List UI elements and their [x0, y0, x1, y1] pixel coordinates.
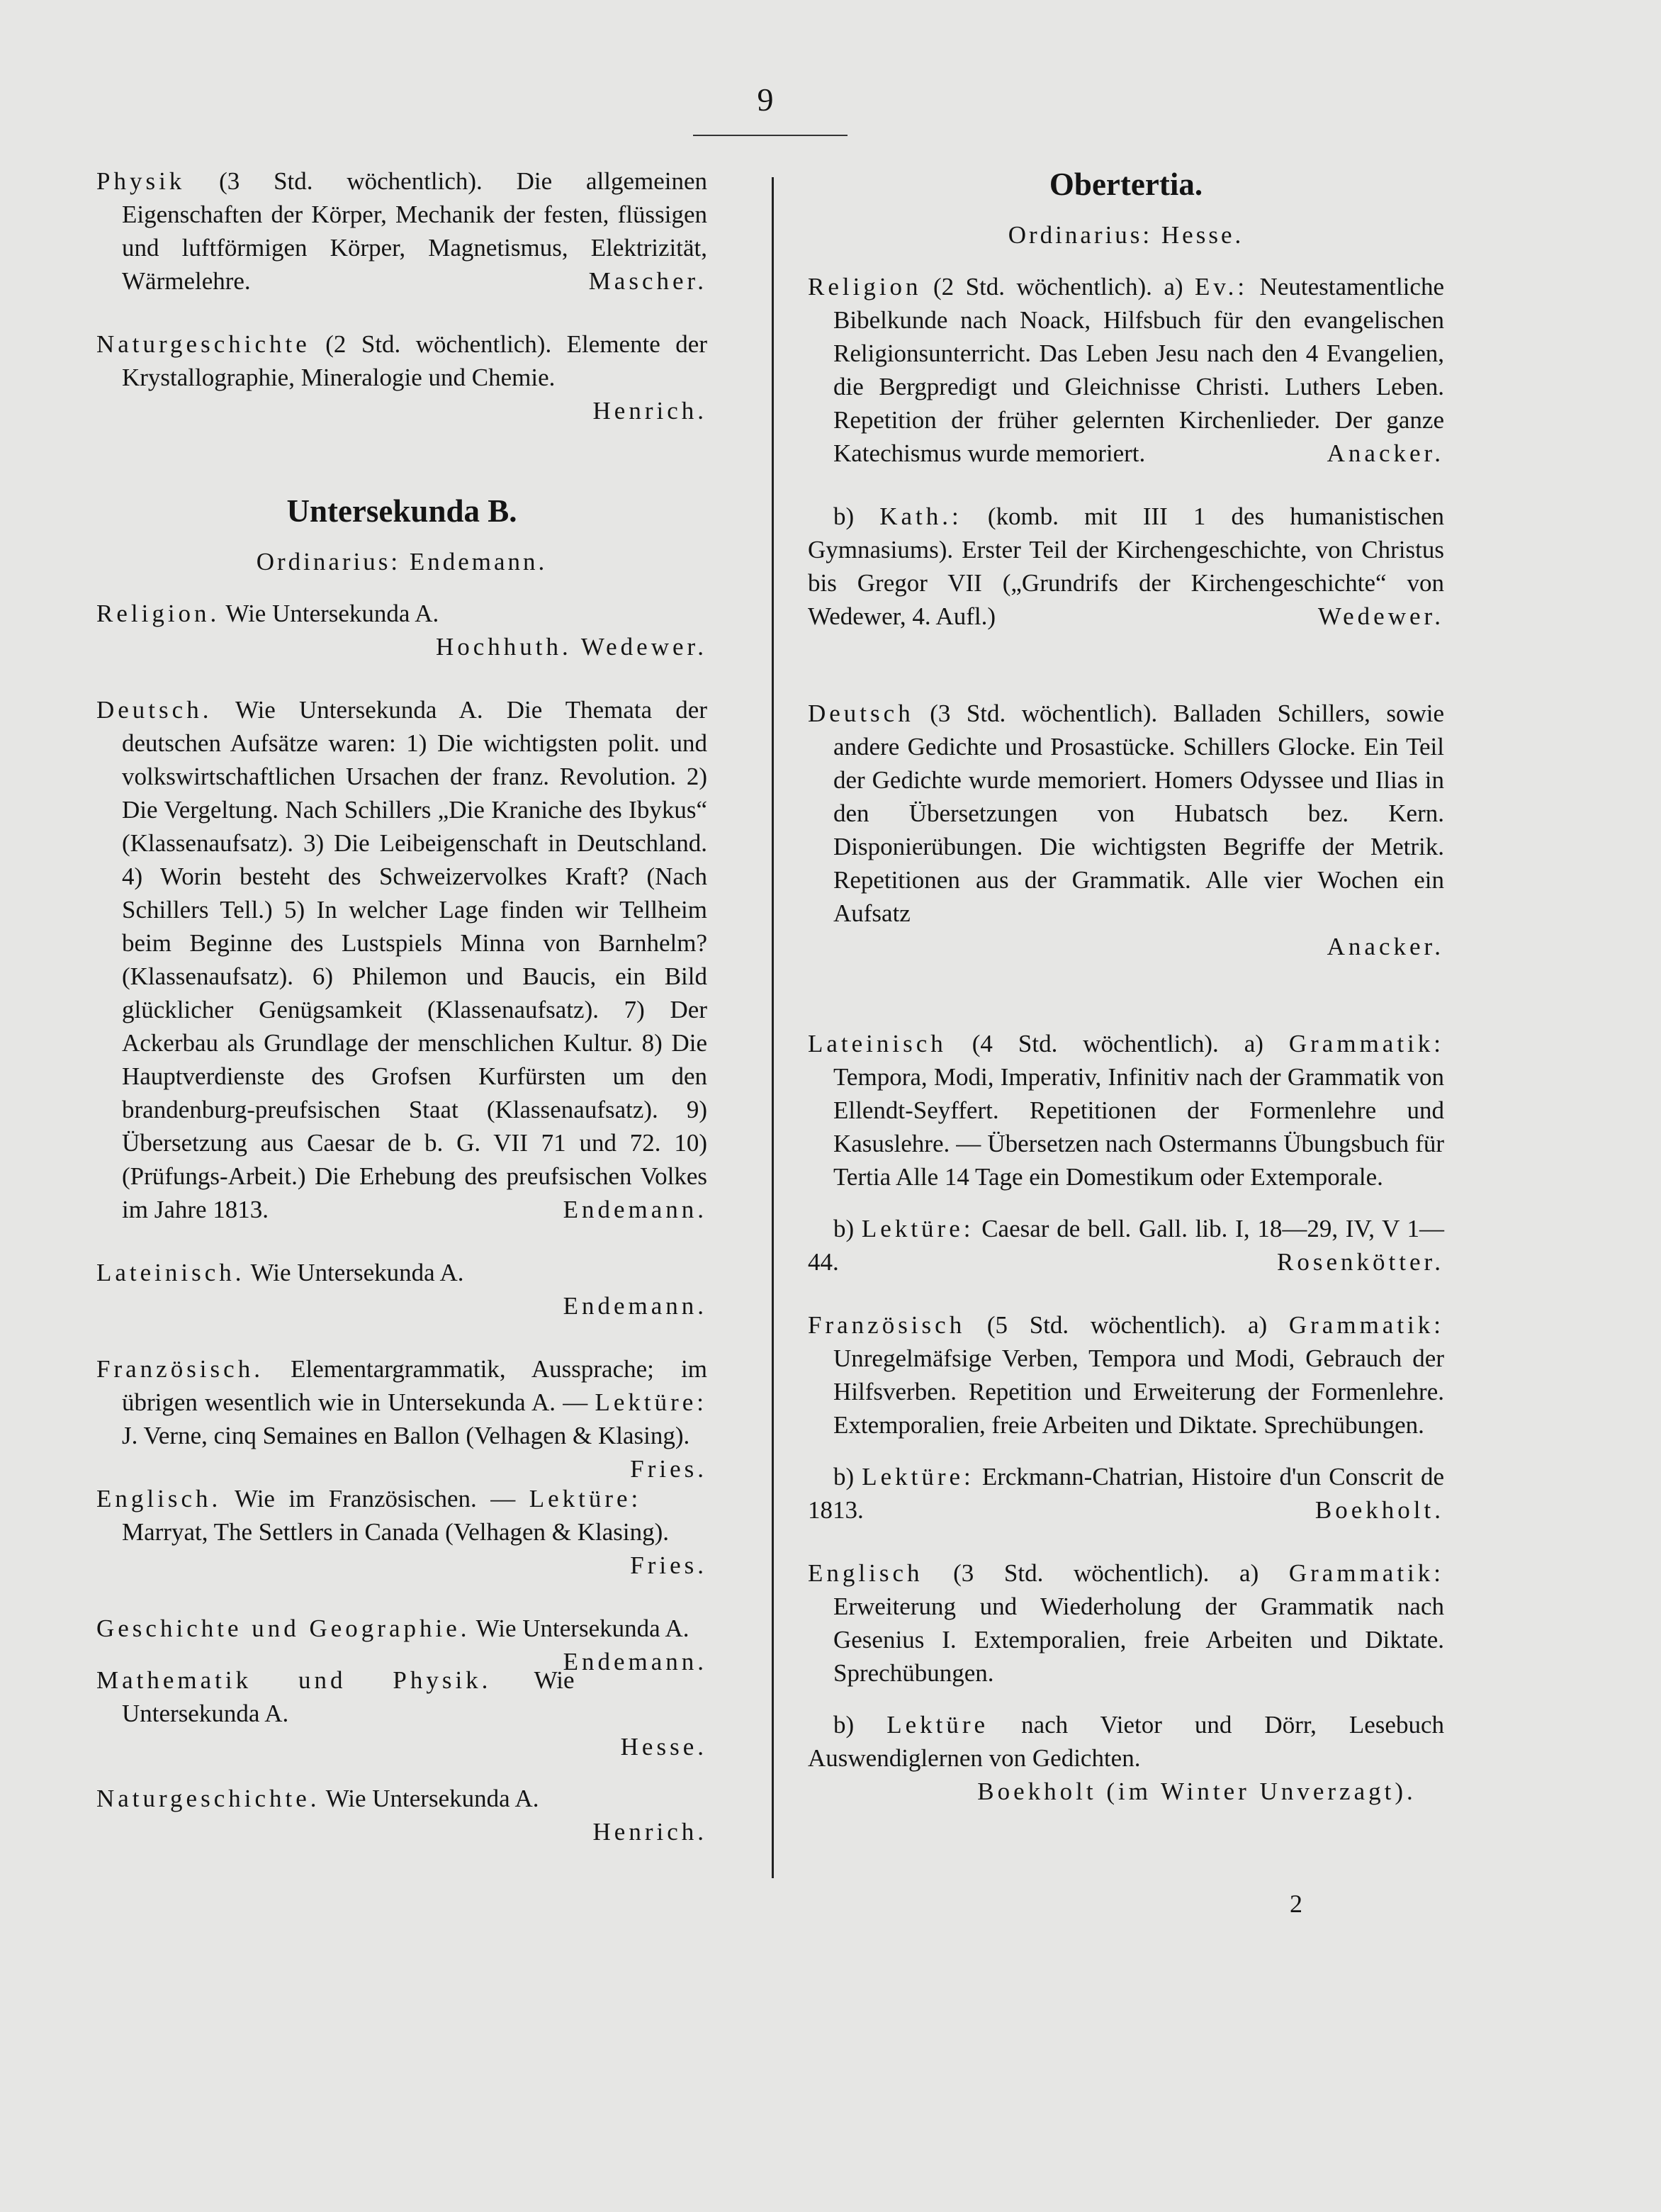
kath-label: Kath.:	[879, 503, 962, 530]
teacher-name: Fries.	[630, 1551, 707, 1579]
right-column	[808, 164, 1444, 1808]
subject-heading: Physik	[96, 167, 186, 195]
teacher-name: Fries.	[630, 1455, 707, 1483]
grammatik-label: Grammatik:	[1288, 1030, 1444, 1057]
grammatik-label: Grammatik:	[1288, 1559, 1444, 1587]
teacher-name: Endemann.	[563, 1196, 707, 1223]
teacher-name: Wedewer.	[1317, 602, 1444, 630]
entry-religion-b	[808, 500, 1444, 633]
subject-heading: Naturgeschichte.	[96, 1785, 320, 1812]
entry-text: (3 Std. wöchentlich). a)	[923, 1559, 1289, 1587]
entry-text: Wie Untersekunda A.	[320, 1785, 539, 1812]
teacher-name: Hesse.	[620, 1733, 707, 1761]
subject-heading: Mathematik und Physik.	[96, 1666, 492, 1694]
entry-text: Tempora, Modi, Imperativ, Infinitiv nach der Grammatik von Ellendt-Seyffert. Repetitionen der Formenlehre und Kasuslehre. — Übersetzen nach Ostermanns Übungsbuch für Tertia Alle 14 Tage ein Domestikum oder Extemporale.	[833, 1063, 1444, 1191]
ordinarius: Ordinarius: Hesse.	[1008, 221, 1244, 249]
entry-physik	[96, 164, 707, 298]
entry-deutsch	[808, 697, 1444, 930]
column-divider	[772, 177, 774, 1878]
teacher-name: Endemann.	[563, 1292, 707, 1320]
entry-geschichte	[96, 1612, 707, 1675]
page-number: 9	[757, 82, 774, 118]
entry-text: Erckmann-Chatrian, Histoire d'un Conscrit de 1813.	[808, 1463, 1444, 1524]
subject-heading: Religion.	[96, 600, 220, 627]
subject-heading: Lateinisch.	[96, 1259, 245, 1286]
entry-deutsch	[96, 693, 707, 1226]
teacher-name: Anacker.	[1327, 933, 1444, 960]
teacher-name: Anacker.	[1327, 439, 1444, 467]
subject-heading: Geschichte und Geographie.	[96, 1615, 471, 1642]
entry-text: Elementargrammatik, Aussprache; im übrigen wesentlich wie in Untersekunda A. —	[122, 1355, 707, 1416]
entry-text: Neutestamentliche Bibelkunde nach Noack, Hilfsbuch für den evangelischen Religionsunterricht. Das Leben Jesu nach den 4 Evangelien, die Bergpredigt und Gleichnisse Christi. Luthers Leben. Repetition der früher gelernten Kirchenlieder. Der ganze Katechismus wurde memoriert.	[833, 273, 1444, 467]
entry-lateinisch	[808, 1027, 1444, 1194]
subject-heading: Französisch.	[96, 1355, 264, 1383]
entry-text: Wie Untersekunda A.	[470, 1615, 689, 1642]
entry-text: Marryat, The Settlers in Canada (Velhagen & Klasing).	[122, 1518, 670, 1546]
teacher-name: Henrich.	[592, 1818, 707, 1846]
entry-text: Caesar de bell. Gall. lib. I, 18—29, IV, V 1—44.	[808, 1215, 1444, 1276]
lekture-label: Lektüre:	[861, 1215, 974, 1242]
subject-heading: Englisch	[808, 1559, 923, 1587]
lekture-label: Lektüre:	[862, 1463, 974, 1490]
entry-text: Wie Untersekunda A.	[122, 1666, 575, 1727]
item-prefix: b)	[833, 1463, 862, 1490]
entry-text: (5 Std. wöchentlich). a)	[965, 1311, 1289, 1339]
item-prefix: b)	[833, 1215, 862, 1242]
entry-religion	[96, 597, 707, 630]
ev-label: Ev.:	[1195, 273, 1249, 301]
entry-naturgeschichte-2	[96, 1782, 707, 1815]
entry-text: (4 Std. wöchentlich). a)	[946, 1030, 1289, 1057]
entry-text: (2 Std. wöchentlich). Elemente der Krystallographie, Mineralogie und Chemie.	[122, 330, 707, 391]
entry-text: (komb. mit III 1 des humanistischen Gymnasiums). Erster Teil der Kirchengeschichte, von Christus bis Gregor VII („Grundrifs der Kirchengeschichte“ von Wedewer, 4. Aufl.)	[808, 503, 1444, 630]
entry-text: Erweiterung und Wiederholung der Grammatik nach Gesenius I. Extemporalien, freie Arbeiten und Diktate. Sprechübungen.	[833, 1593, 1444, 1687]
entry-religion	[808, 270, 1444, 470]
signature-mark: 2	[1290, 1890, 1304, 1918]
entry-text: nach Vietor und Dörr, Lesebuch Auswendiglernen von Gedichten.	[808, 1711, 1445, 1772]
subject-heading: Französisch	[808, 1311, 966, 1339]
lekture-label: Lektüre:	[529, 1485, 642, 1512]
teacher-name: Boekholt (im Winter Unverzagt).	[977, 1778, 1417, 1805]
entry-lateinisch	[96, 1256, 707, 1289]
entry-text: Wie Untersekunda A. Die Themata der deutschen Aufsätze waren: 1) Die wichtigsten polit. und volkswirtschaftlichen Ursachen der franz. Revolution. 2) Die Vergeltung. Nach Schillers „Die Kraniche des Ibykus“ (Klassenaufsatz). 3) Die Leibeigenschaft in Deutschland. 4) Worin besteht des Schweizervolkes Kraft? (Nach Schillers Tell.) 5) In welcher Lage finden wir Tellheim beim Beginne des Lustspiels Minna von Barnhelm? (Klassenaufsatz). 6) Philemon und Baucis, ein Bild glücklicher Genügsamkeit (Klassenaufsatz). 7) Der Ackerbau als Grundlage der menschlichen Kultur. 8) Die Hauptverdienste des Grofsen Kurfürsten um den brandenburg-preufsischen Staat (Klassenaufsatz). 9) Übersetzung aus Caesar de b. G. VII 71 und 72. 10) (Prüfungs-Arbeit.) Die Erhebung des preufsischen Volkes im Jahre 1813.	[122, 696, 707, 1223]
teacher-name: Rosenkötter.	[1277, 1248, 1444, 1276]
entry-franzoesisch-b	[808, 1460, 1444, 1527]
teacher-name: Henrich.	[592, 397, 707, 425]
lekture-label: Lektüre:	[595, 1388, 707, 1416]
left-column	[96, 164, 707, 1848]
subject-heading: Lateinisch	[808, 1030, 947, 1057]
item-prefix: b)	[833, 503, 880, 530]
entry-text: Wie Untersekunda A.	[220, 600, 439, 627]
subject-heading: Deutsch.	[96, 696, 213, 724]
entry-text: Wie Untersekunda A.	[244, 1259, 464, 1286]
entry-naturgeschichte	[96, 327, 707, 394]
entry-englisch	[96, 1482, 707, 1549]
item-prefix: b)	[833, 1711, 887, 1739]
entry-englisch	[808, 1556, 1444, 1690]
entry-text: Unregelmäfsige Verben, Tempora und Modi, Gebrauch der Hilfsverben. Repetition und Erweiterung der Formenlehre. Extemporalien, freie Arbeiten und Diktate. Sprechübungen.	[833, 1344, 1444, 1439]
grammatik-label: Grammatik:	[1288, 1311, 1444, 1339]
teacher-name: Hochhuth. Wedewer.	[436, 633, 707, 661]
entry-englisch-b	[808, 1708, 1444, 1775]
page-number-rule	[693, 135, 848, 136]
subject-heading: Naturgeschichte	[96, 330, 310, 358]
section-title-obertertia: Obertertia.	[1049, 167, 1203, 202]
entry-text: Wie im Französischen. —	[221, 1485, 529, 1512]
entry-text: (3 Std. wöchentlich). Die allgemeinen Eigenschaften der Körper, Mechanik der festen, flüssigen und luftförmigen Körper, Magnetismus, Elektrizität, Wärmelehre.	[122, 167, 707, 295]
lekture-label: Lektüre	[886, 1711, 989, 1739]
section-title-untersekunda-b: Untersekunda B.	[286, 493, 517, 529]
teacher-name: Mascher.	[588, 267, 707, 295]
entry-franzoesisch	[808, 1308, 1444, 1442]
subject-heading: Englisch.	[96, 1485, 222, 1512]
entry-text: (3 Std. wöchentlich). Balladen Schillers, sowie andere Gedichte und Prosastücke. Schillers Glocke. Ein Teil der Gedichte wurde memoriert. Homers Odyssee und Ilias in den Übersetzungen von Hubatsch bez. Kern. Disponierübungen. Die wichtigsten Begriffe der Metrik. Repetitionen aus der Grammatik. Alle vier Wochen ein Aufsatz	[833, 700, 1444, 927]
subject-heading: Deutsch	[808, 700, 914, 727]
subject-heading: Religion	[808, 273, 922, 301]
teacher-name: Endemann.	[563, 1648, 707, 1675]
entry-lateinisch-b	[808, 1212, 1444, 1279]
entry-franzoesisch	[96, 1352, 707, 1483]
ordinarius: Ordinarius: Endemann.	[256, 548, 548, 576]
teacher-name: Boekholt.	[1314, 1496, 1444, 1524]
entry-text: (2 Std. wöchentlich). a)	[921, 273, 1195, 301]
entry-text: J. Verne, cinq Semaines en Ballon (Velhagen & Klasing).	[122, 1422, 690, 1449]
